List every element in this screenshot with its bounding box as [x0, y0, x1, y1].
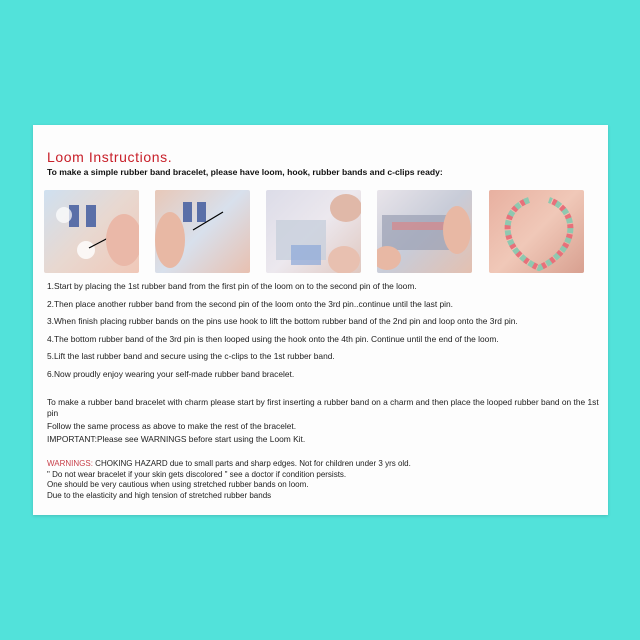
step-photo-4	[377, 190, 472, 273]
step-item: 1.Start by placing the 1st rubber band from the first pin of the loom on to the second pin of the loom.	[47, 281, 417, 291]
step-photo-1	[44, 190, 139, 273]
step-photo-3	[266, 190, 361, 273]
step-item: 6.Now proudly enjoy wearing your self-made rubber band bracelet.	[47, 368, 295, 379]
warning-text: " Do not wear bracelet if your skin gets discolored " see a doctor if condition persists.	[47, 469, 347, 479]
charm-instructions	[47, 397, 602, 447]
page-title: Loom Instructions.	[47, 149, 173, 165]
warning-text: Due to the elasticity and high tension of stretched rubber bands	[47, 490, 272, 500]
instruction-card	[33, 125, 608, 515]
warning-text: CHOKING HAZARD due to small parts and sharp edges. Not for children under 3 yrs old.	[92, 459, 411, 468]
charm-text: To make a rubber band bracelet with charm please start by first inserting a rubber band on a charm and then place the looped rubber band on the 1st pin	[47, 397, 599, 418]
important-note: IMPORTANT:Please see WARNINGS before start using the Loom Kit.	[47, 434, 306, 444]
warning-text: One should be very cautious when using stretched rubber bands on loom.	[47, 480, 309, 489]
step-item: 2.Then place another rubber band from the second pin of the loom onto the 3rd pin..continue until the last pin.	[47, 298, 453, 309]
step-item: 4.The bottom rubber band of the 3rd pin is then looped using the hook onto the 4th pin. Continue until the end of the loom.	[47, 333, 499, 344]
subtitle: To make a simple rubber band bracelet, please have loom, hook, rubber bands and c-clips ready:	[47, 167, 443, 177]
step-photo-5	[489, 190, 584, 273]
steps-list	[47, 281, 607, 387]
warnings	[47, 459, 602, 501]
warnings-label: WARNINGS:	[47, 459, 93, 468]
step-item: 5.Lift the last rubber band and secure using the c-clips to the 1st rubber band.	[47, 351, 335, 362]
charm-text: Follow the same process as above to make the rest of the bracelet.	[47, 421, 297, 431]
step-item: 3.When finish placing rubber bands on the pins use hook to lift the bottom rubber band of the 2nd pin and loop onto the 3rd pin.	[47, 316, 518, 327]
step-photo-2	[155, 190, 250, 273]
